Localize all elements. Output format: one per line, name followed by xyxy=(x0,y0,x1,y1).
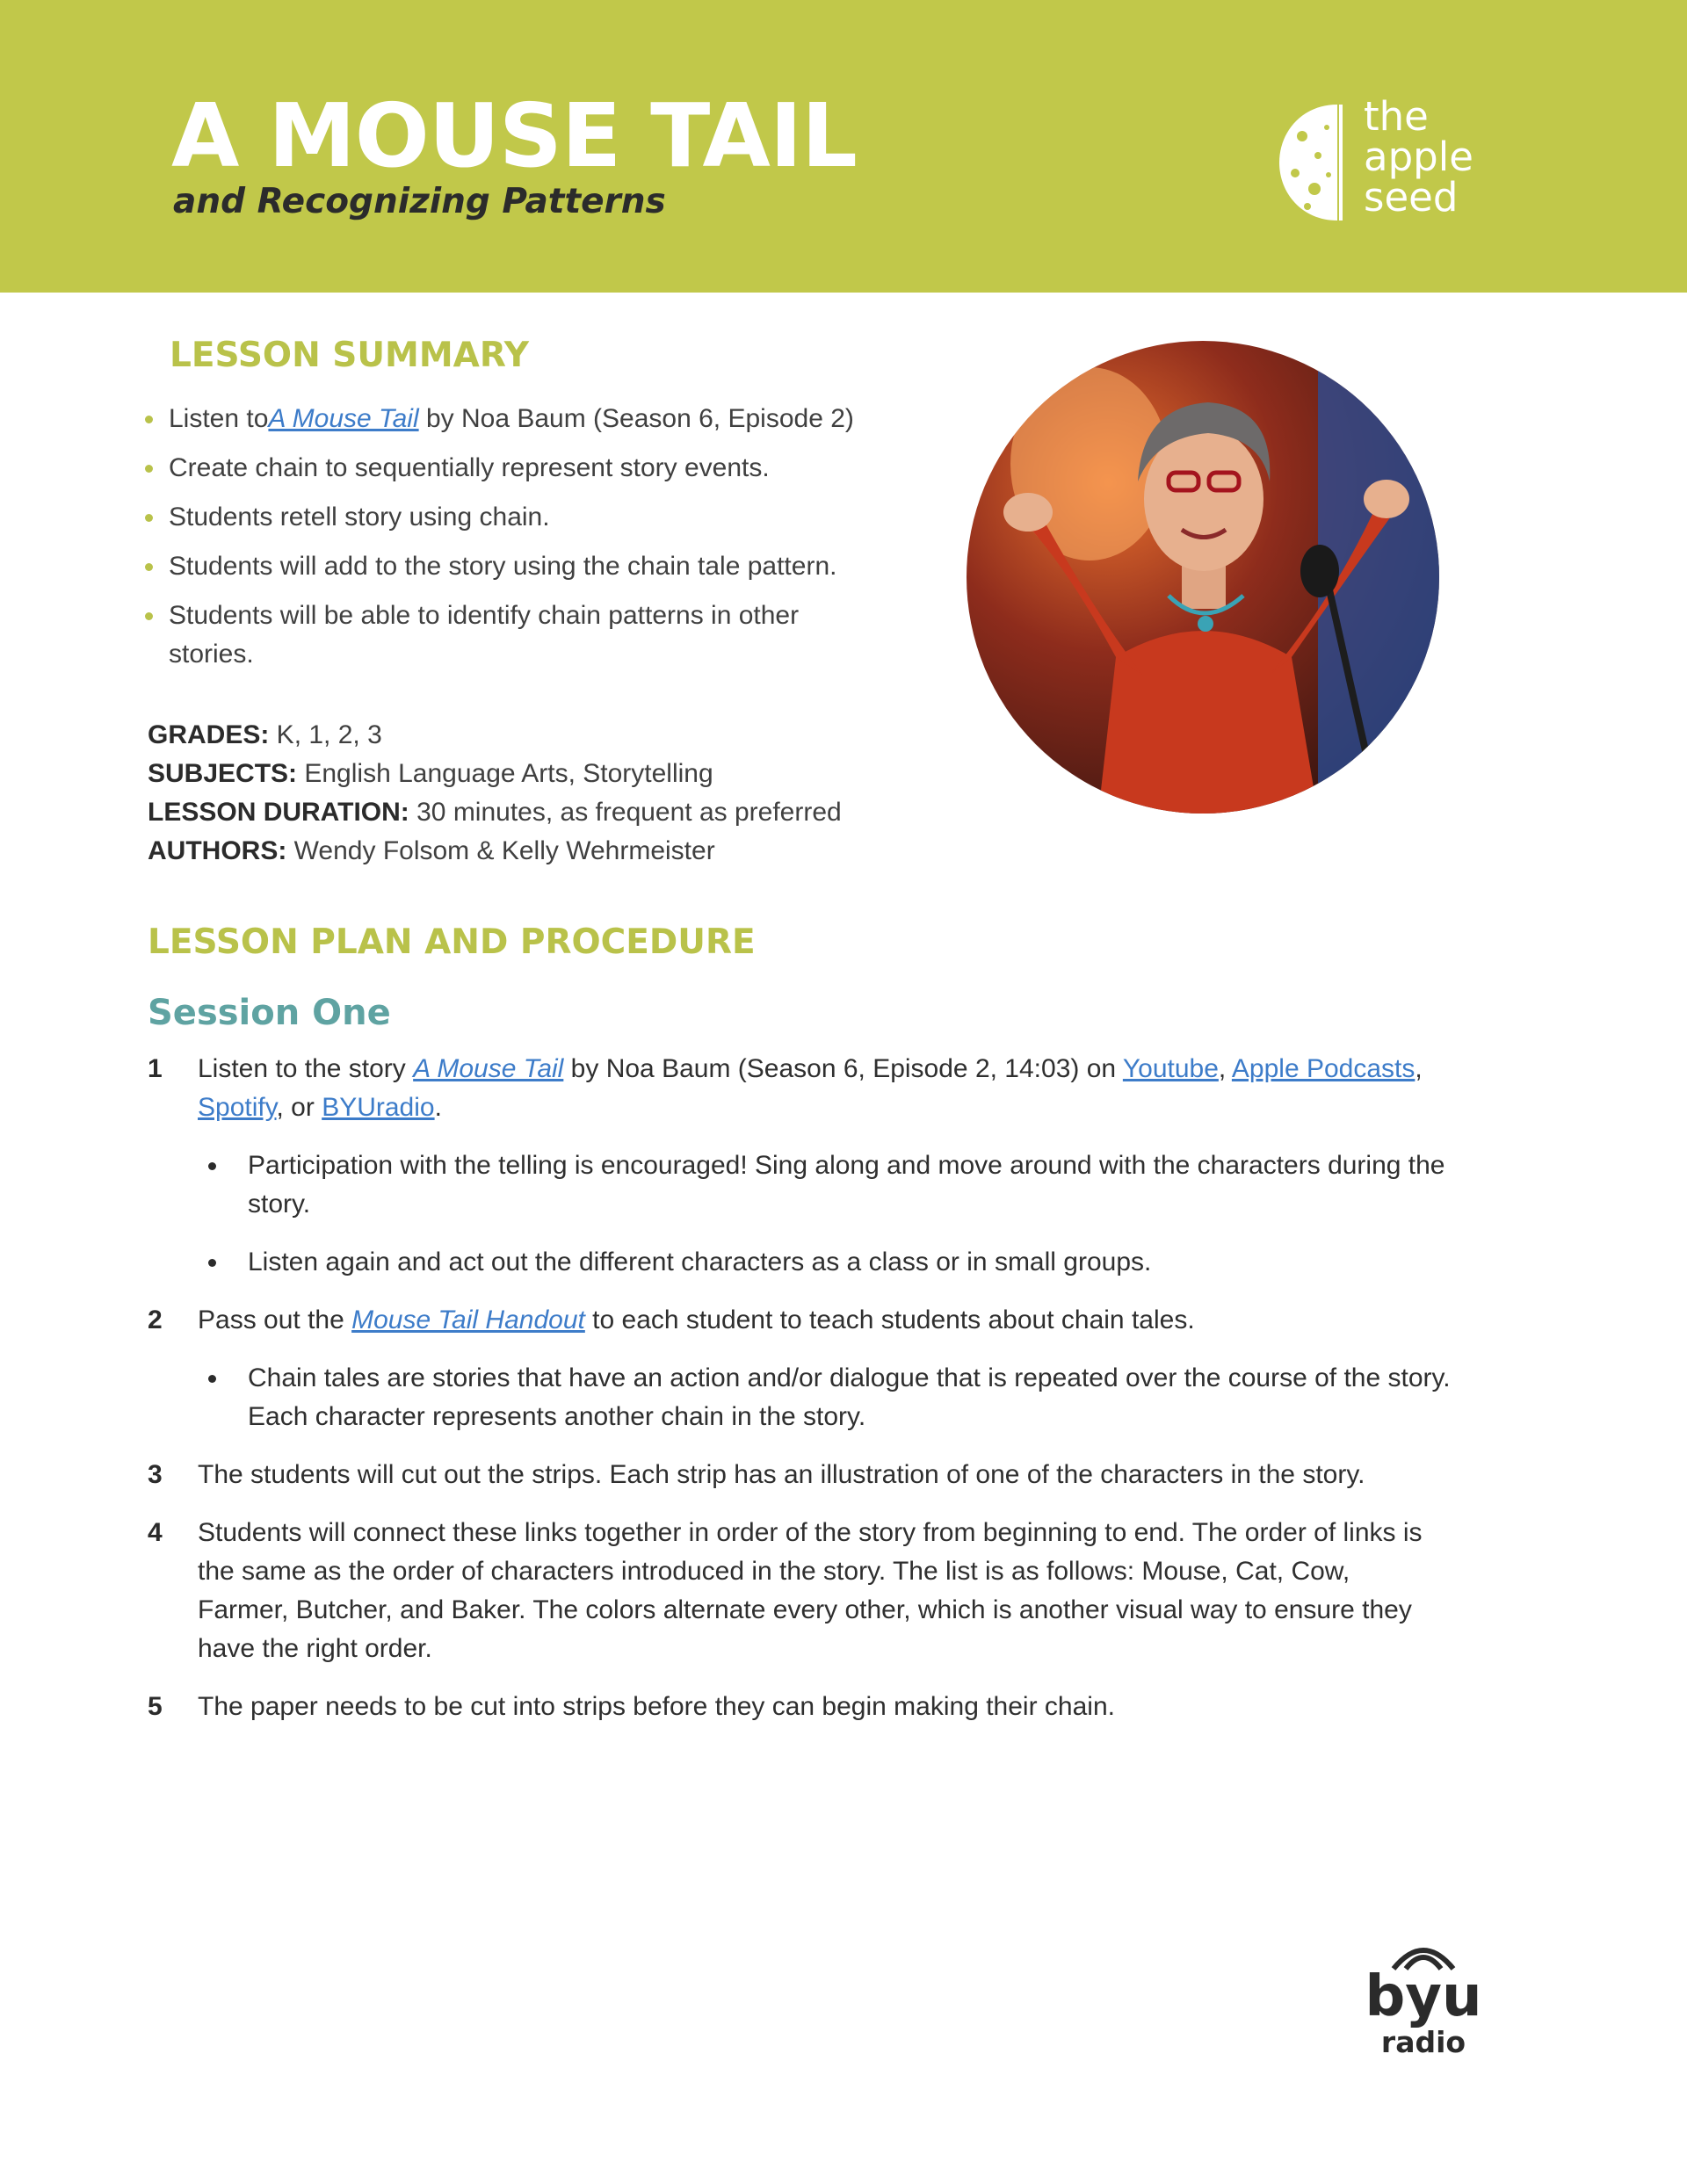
apple-half-icon xyxy=(1276,101,1348,224)
procedure-steps xyxy=(148,1050,1483,1746)
step-text: The students will cut out the strips. Each strip has an illustration of one of the characters in the story. xyxy=(198,1460,1365,1489)
the-apple-seed-logo xyxy=(1276,93,1504,228)
brand-word: the xyxy=(1364,93,1429,140)
list-item: Listen toA Mouse Tail by Noa Baum (Season 6, Episode 2) xyxy=(145,400,936,438)
handout-link[interactable]: Mouse Tail Handout xyxy=(351,1305,585,1334)
storyteller-photo xyxy=(967,341,1439,814)
summary-list xyxy=(145,400,936,684)
storyteller-illustration xyxy=(967,341,1439,814)
story-link[interactable]: A Mouse Tail xyxy=(413,1054,564,1083)
step-text: The paper needs to be cut into strips before they can begin making their chain. xyxy=(198,1692,1115,1721)
duration-line: LESSON DURATION: 30 minutes, as frequent as preferred xyxy=(148,798,842,827)
brand-word: seed xyxy=(1364,174,1459,221)
step-2 xyxy=(148,1301,1483,1436)
byuradio-link[interactable]: BYUradio xyxy=(322,1093,435,1122)
step-number: 1 xyxy=(148,1054,163,1083)
step-2-subitems xyxy=(198,1359,1483,1436)
page-subtitle: and Recognizing Patterns xyxy=(173,182,666,221)
brand-wordmark xyxy=(1364,93,1473,221)
apple-podcasts-link[interactable]: Apple Podcasts xyxy=(1231,1054,1415,1083)
list-item: Create chain to sequentially represent story events. xyxy=(145,449,936,488)
step-number: 2 xyxy=(148,1305,163,1334)
a-mouse-tail-link[interactable]: A Mouse Tail xyxy=(268,404,419,433)
subjects-line: SUBJECTS: English Language Arts, Storytelling xyxy=(148,759,713,788)
step-text: Pass out the Mouse Tail Handout to each student to teach students about chain tales. xyxy=(198,1305,1195,1334)
step-4 xyxy=(148,1514,1483,1668)
radio-wordmark: radio xyxy=(1380,2025,1466,2059)
step-1-subitems xyxy=(198,1146,1483,1282)
header-band xyxy=(0,0,1687,293)
list-item: Chain tales are stories that have an action and/or dialogue that is repeated over the course of the story. Each character represents another chain in the story. xyxy=(198,1359,1469,1436)
step-number: 3 xyxy=(148,1460,163,1489)
step-3 xyxy=(148,1456,1483,1494)
lesson-meta xyxy=(148,716,982,871)
list-item: Listen again and act out the different characters as a class or in small groups. xyxy=(198,1243,1483,1282)
list-item: Students retell story using chain. xyxy=(145,498,936,537)
list-item: Students will add to the story using the chain tale pattern. xyxy=(145,547,936,586)
step-number: 5 xyxy=(148,1692,163,1721)
list-item: Participation with the telling is encouraged! Sing along and move around with the characters during the story. xyxy=(198,1146,1460,1224)
step-text: Students will connect these links together in order of the story from beginning to end. The order of links is the same as the order of characters introduced in the story. The list is as follows: Mouse, Cat, Cow, Farmer, Butcher, and Baker. The colors alternate every other, which is another visual way to ensure they have the right order. xyxy=(198,1518,1423,1663)
page-title: A MOUSE TAIL xyxy=(171,84,857,187)
authors-line: AUTHORS: Wendy Folsom & Kelly Wehrmeister xyxy=(148,836,715,865)
step-5 xyxy=(148,1688,1483,1726)
byu-wordmark: byu xyxy=(1365,1964,1482,2029)
step-1 xyxy=(148,1050,1483,1282)
lesson-plan-heading: LESSON PLAN AND PROCEDURE xyxy=(148,922,756,962)
grades-line: GRADES: K, 1, 2, 3 xyxy=(148,720,382,749)
session-one-heading: Session One xyxy=(148,993,391,1033)
step-number: 4 xyxy=(148,1518,163,1547)
step-text: Listen to the story A Mouse Tail by Noa Baum (Season 6, Episode 2, 14:03) on Youtube, Apple Podcasts, Spotify, or BYUradio. xyxy=(198,1054,1423,1122)
byu-radio-logo xyxy=(1353,1937,1494,2069)
list-item: Students will be able to identify chain patterns in other stories. xyxy=(145,597,889,674)
brand-word: apple xyxy=(1364,134,1473,180)
youtube-link[interactable]: Youtube xyxy=(1122,1054,1219,1083)
spotify-link[interactable]: Spotify xyxy=(198,1093,277,1122)
lesson-summary-heading: LESSON SUMMARY xyxy=(170,336,529,375)
